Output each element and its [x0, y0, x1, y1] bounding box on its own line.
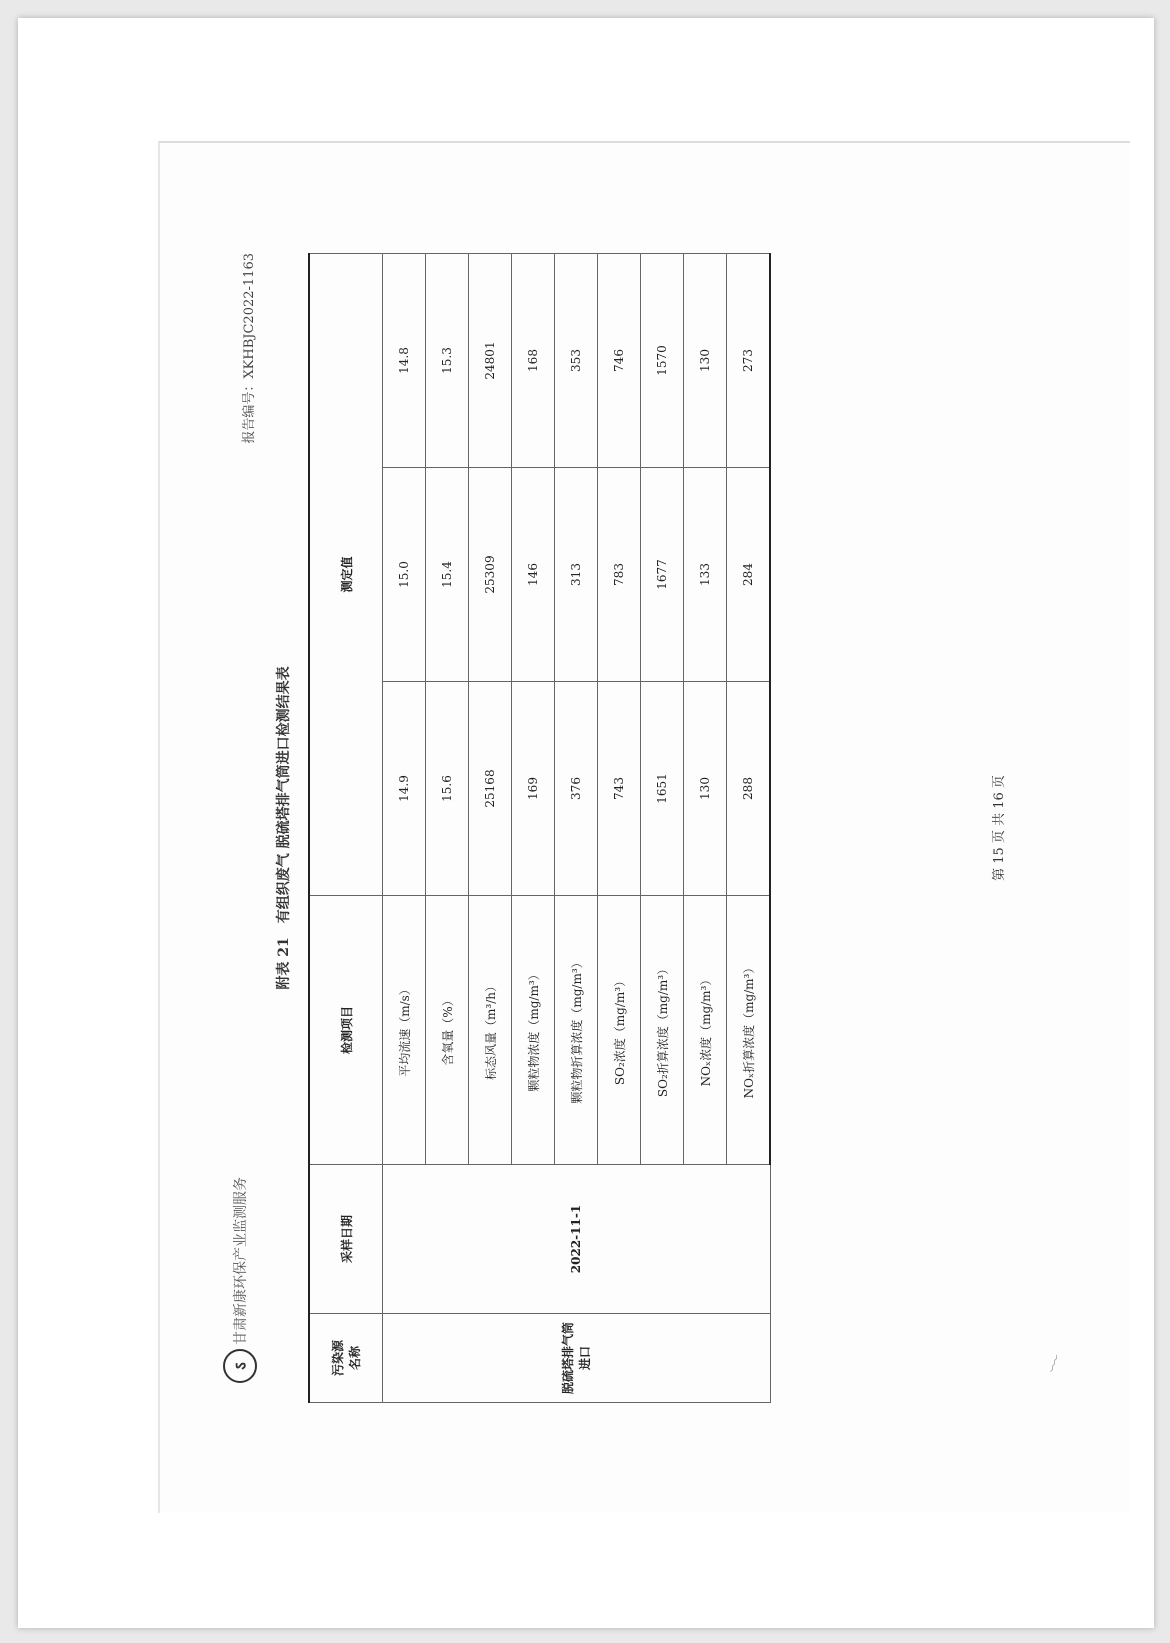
value-cell: 15.0: [383, 468, 426, 682]
value-cell: 1651: [641, 682, 684, 896]
header-source: 污染源 名称: [309, 1314, 383, 1403]
value-cell: 25309: [469, 468, 512, 682]
value-cell: 133: [684, 468, 727, 682]
item-cell: NOₓ浓度（mg/m³）: [684, 896, 727, 1165]
page-sheet: [18, 18, 1154, 1628]
value-cell: 14.8: [383, 254, 426, 468]
value-cell: 743: [598, 682, 641, 896]
value-cell: 146: [512, 468, 555, 682]
value-cell: 783: [598, 468, 641, 682]
value-cell: 313: [555, 468, 598, 682]
report-number: 报告编号：XKHBJC2022-1163: [242, 253, 257, 444]
value-cell: 15.3: [426, 254, 469, 468]
page-footer: 第 15 页 共 16 页: [992, 775, 1007, 881]
value-cell: 25168: [469, 682, 512, 896]
date-cell: 2022-11-1: [383, 1165, 771, 1314]
value-cell: 15.6: [426, 682, 469, 896]
scan-mark: ﹏: [1035, 1349, 1062, 1374]
table-header-row: [309, 254, 383, 1403]
table-row: [383, 254, 426, 1403]
value-cell: 376: [555, 682, 598, 896]
value-cell: 169: [512, 682, 555, 896]
value-cell: 24801: [469, 254, 512, 468]
company-name: 甘肃新康环保产业监测服务: [233, 1177, 249, 1345]
header-item: 检测项目: [309, 896, 383, 1165]
company-header: [223, 1177, 257, 1383]
value-cell: 130: [684, 254, 727, 468]
value-cell: 1570: [641, 254, 684, 468]
item-cell: NOₓ折算浓度（mg/m³）: [727, 896, 771, 1165]
value-cell: 14.9: [383, 682, 426, 896]
item-cell: SO₂折算浓度（mg/m³）: [641, 896, 684, 1165]
item-cell: 标态风量（m³/h）: [469, 896, 512, 1165]
header-date: 采样日期: [309, 1165, 383, 1314]
item-cell: 平均流速（m/s）: [383, 896, 426, 1165]
value-cell: 1677: [641, 468, 684, 682]
value-cell: 746: [598, 254, 641, 468]
header-value: 测定值: [309, 254, 383, 896]
results-table: [308, 253, 771, 1403]
value-cell: 284: [727, 468, 771, 682]
table-title: 附表 21 有组织废气 脱硫塔排气筒进口检测结果表: [276, 666, 292, 990]
item-cell: SO₂浓度（mg/m³）: [598, 896, 641, 1165]
value-cell: 15.4: [426, 468, 469, 682]
item-cell: 含氧量（%）: [426, 896, 469, 1165]
item-cell: 颗粒物浓度（mg/m³）: [512, 896, 555, 1165]
value-cell: 288: [727, 682, 771, 896]
value-cell: 168: [512, 254, 555, 468]
company-logo-icon: ऽ: [223, 1349, 257, 1383]
source-name-cell: 脱硫塔排气筒进口: [383, 1314, 771, 1403]
item-cell: 颗粒物折算浓度（mg/m³）: [555, 896, 598, 1165]
value-cell: 273: [727, 254, 771, 468]
rotated-content: [178, 253, 1007, 1403]
value-cell: 130: [684, 682, 727, 896]
value-cell: 353: [555, 254, 598, 468]
